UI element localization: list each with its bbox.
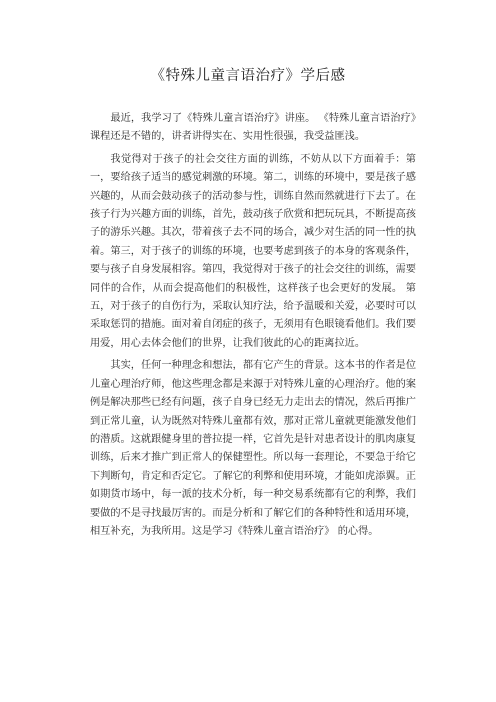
document-body: [90, 110, 416, 545]
paragraph-3: 其实，任何一种理念和想法，都有它产生的背景。这本书的作者是位儿童心理治疗师，他这些理念都是来源于对特殊儿童的心理治疗。他的案例是解决那些已经有问题，孩子自身已经无力走出去的情况，然后再推广到正常儿童，认为既然对特殊儿童都有效，那对正常儿童就更能激发他们的潜质。这就跟健身里的普拉提一样，它首先是针对患者设计的肌肉康复训练，后来才推广到正常人的保健塑性。所以每一套理论，不要急于给它下判断句，肯定和否定它。了解它的利弊和使用环境，才能如虎添翼。正如期货市场中，每一派的技术分析，每一种交易系统都有它的利弊，我们要做的不是寻找最厉害的。而是分析和了解它们的各种特性和适用环境，相互补充，为我所用。这是学习《特殊儿童言语治疗》 的心得。: [90, 360, 417, 537]
paragraph-2: 我觉得对于孩子的社会交往方面的训练，不妨从以下方面着手：第一，要给孩子适当的感觉刺激的环境。第二，训练的环境中，要是孩子感兴趣的，从而会鼓动孩子的活动参与性，训练自然而然就进行下去了。在孩子行为兴趣方面的训练，首先，鼓动孩子欣赏和把玩玩具，不断提高孩子的游乐兴趣。其次，带着孩子去不同的场合，减少对生活的同一性的执着。第三，对于孩子的训练的环境，也要考虑到孩子的本身的客观条件，要与孩子自身发展相容。第四，我觉得对于孩子的社会交往的训练，需要同伴的合作，从而会提高他们的积极性，这样孩子也会更好的发展。 第五，对于孩子的自伤行为，采取认知疗法，给予温暖和关爱，必要时可以采取惩罚的措施。面对着自闭症的孩子，无须用有色眼镜看他们。我们要用爱，用心去体会他们的世界，让我们彼此的心的距离拉近。: [90, 153, 416, 349]
paragraph-1: 最近，我学习了《特殊儿童言语治疗》讲座。 《特殊儿童言语治疗》课程还是不错的，讲者讲得实在、实用性很强，我受益匪浅。: [90, 113, 416, 143]
document-title: 《特殊儿童言语治疗》学后感: [150, 68, 346, 84]
